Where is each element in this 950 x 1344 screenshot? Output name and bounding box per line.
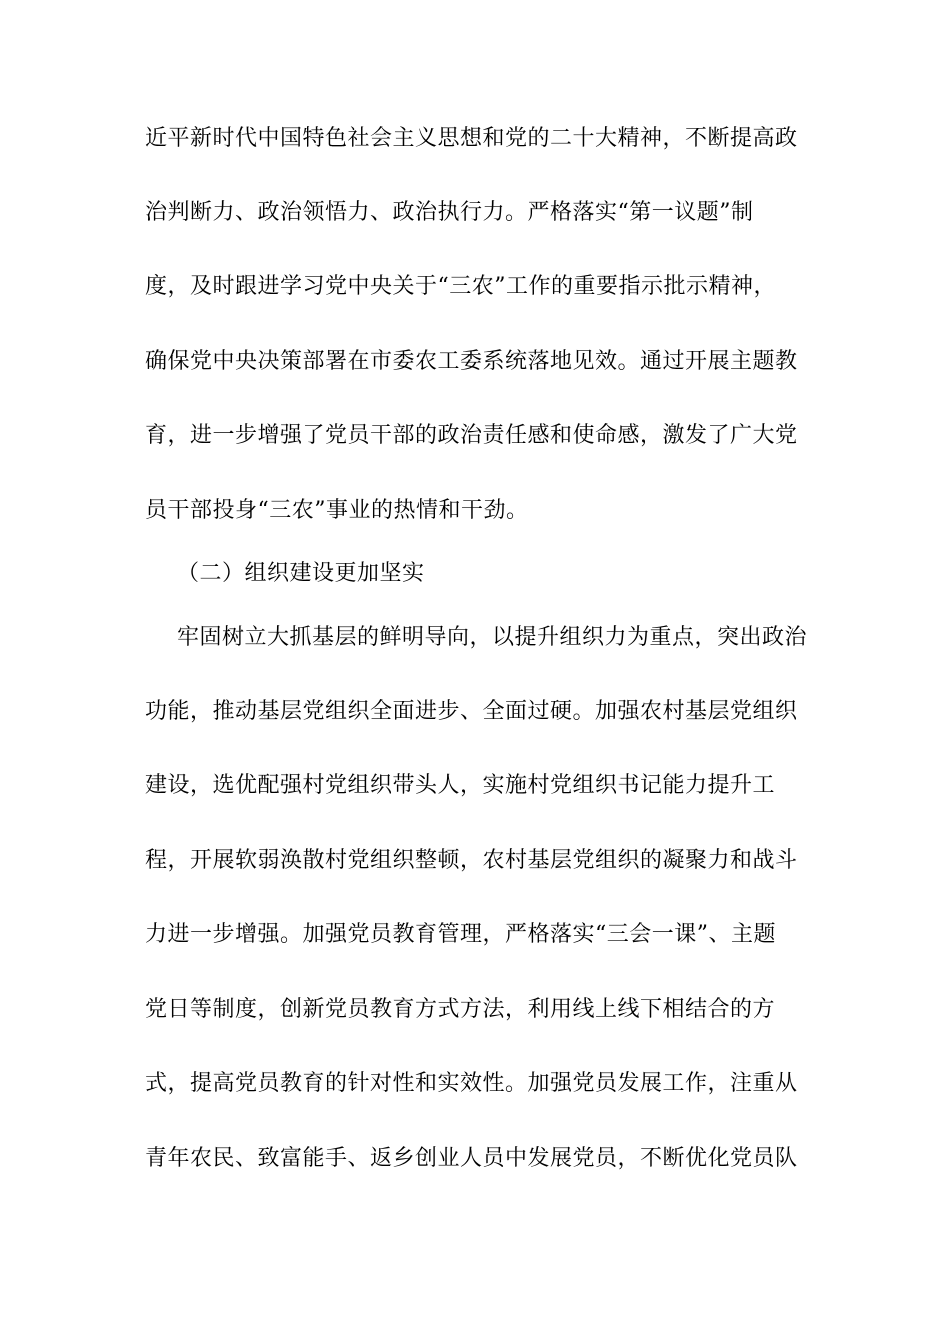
section-heading: （二）组织建设更加坚实 bbox=[177, 561, 425, 586]
paragraph-line: 治判断力、政治领悟力、政治执行力。严格落实“第一议题”制 bbox=[145, 200, 754, 225]
paragraph-line: 度，及时跟进学习党中央关于“三农”工作的重要指示批示精神， bbox=[145, 274, 776, 299]
paragraph-line: 牢固树立大抓基层的鲜明导向，以提升组织力为重点，突出政治 bbox=[177, 625, 808, 650]
paragraph-line: 青年农民、致富能手、返乡创业人员中发展党员，不断优化党员队 bbox=[145, 1146, 798, 1171]
paragraph-line: 党日等制度，创新党员教育方式方法，利用线上线下相结合的方 bbox=[145, 997, 776, 1022]
paragraph-line: 近平新时代中国特色社会主义思想和党的二十大精神，不断提高政 bbox=[145, 126, 798, 151]
paragraph-line: 式，提高党员教育的针对性和实效性。加强党员发展工作，注重从 bbox=[145, 1071, 798, 1096]
paragraph-line: 育，进一步增强了党员干部的政治责任感和使命感，激发了广大党 bbox=[145, 423, 798, 448]
paragraph-line: 力进一步增强。加强党员教育管理，严格落实“三会一课”、主题 bbox=[145, 922, 776, 947]
paragraph-line: 建设，选优配强村党组织带头人，实施村党组织书记能力提升工 bbox=[145, 773, 776, 798]
paragraph-line: 员干部投身“三农”事业的热情和干劲。 bbox=[145, 498, 529, 523]
paragraph-line: 确保党中央决策部署在市委农工委系统落地见效。通过开展主题教 bbox=[145, 349, 798, 374]
paragraph-line: 程，开展软弱涣散村党组织整顿，农村基层党组织的凝聚力和战斗 bbox=[145, 848, 798, 873]
paragraph-line: 功能，推动基层党组织全面进步、全面过硬。加强农村基层党组织 bbox=[145, 699, 798, 724]
